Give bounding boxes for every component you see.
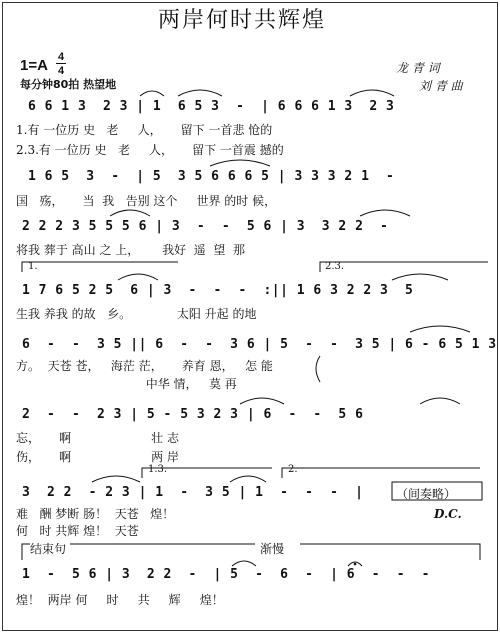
lyrics-line-1-verse-2: 2.3.有 一位历 史 老 人， 留下 一首震 撼的 [16, 143, 284, 157]
lyricist-credit: 龙 青 词 [396, 61, 440, 75]
notation-line-2: 1 6 5 3 - | 5 3 5 6 6 6 5 | 3 3 3 2 1 - [28, 169, 395, 184]
notation-line-6: 2 - - 2 3 | 5 - 5 3 2 3 | 6 - - 5 6 [22, 407, 364, 422]
lyrics-line-4: 生我 养我 的故 乡。 太阳 升起 的地 [16, 307, 257, 321]
song-title: 两岸何时共辉煌 [158, 8, 327, 33]
lyrics-line-7-verse-2: 何 时 共辉 煌！ 天苍 [16, 524, 139, 538]
notation-line-5: 6 - - 3 5 || 6 - - 3 6 | 5 - - 3 5 | 6 - 6 5 1 3 [22, 337, 497, 352]
notation-line-8: 1 - 5 6 | 3 2 2 - | 5 - 6 - | 6 - - - [22, 567, 431, 582]
volta-23-label: 2.3. [325, 261, 345, 272]
notation-line-7: 3 2 2 - 2 3 | 1 - 3 5 | 1 - - - | [22, 485, 364, 500]
dc-marking: D.C. [434, 507, 462, 521]
ritardando-marking: 渐慢 [260, 542, 285, 556]
lyrics-line-3: 将我 葬于 高山 之 上， 我好 遥 望 那 [16, 243, 246, 257]
fermata-dot [354, 563, 357, 566]
lyrics-line-6-verse-2: 伤， 啊 两 岸 [16, 450, 179, 464]
volta-13-label: 1.3. [148, 464, 168, 475]
ending-label: 结束句 [30, 542, 67, 556]
composer-credit: 刘 青 曲 [419, 79, 463, 93]
lyrics-line-8: 煌！ 两岸 何 时 共 辉 煌！ [16, 593, 224, 607]
tempo-marking: 每分钟80拍 热望地 [20, 78, 117, 91]
volta-1-label: 1. [28, 261, 38, 272]
lyrics-line-1-verse-1: 1.有 一位历 史 老 人， 留下 一首悲 怆的 [16, 123, 273, 137]
lyrics-line-6-verse-1: 忘， 啊 壮 志 [16, 431, 179, 445]
time-signature-bottom: 4 [57, 65, 65, 77]
lyrics-line-5-verse-1: 方。 天苍 苍， 海茫 茫， 养育 恩， 怎 能 [16, 359, 273, 373]
interlude-note: （间奏略） [396, 487, 457, 501]
time-signature-top: 4 [57, 51, 65, 63]
volta-2-label: 2. [288, 464, 298, 475]
lyrics-line-5-verse-2: 中华 情， 莫 再 [16, 377, 237, 391]
notation-line-3: 2 2 2 3 5 5 5 6 | 3 - - 5 6 | 3 3 2 2 - [22, 219, 389, 234]
lyrics-line-7-verse-1: 难 酬 梦断 肠！ 天苍 煌！ [16, 507, 175, 521]
lyrics-line-2: 国 殇， 当 我 告别 这个 世界 的时 候， [16, 194, 277, 208]
key-signature: 1=A [20, 57, 48, 74]
notation-line-4: 1 7 6 5 2 5 6 | 3 - - - :|| 1 6 3 2 2 3 5 [22, 283, 414, 298]
notation-line-1: 6 6 1 3 2 3 | 1 6 5 3 - | 6 6 6 1 3 2 3 [28, 99, 395, 114]
